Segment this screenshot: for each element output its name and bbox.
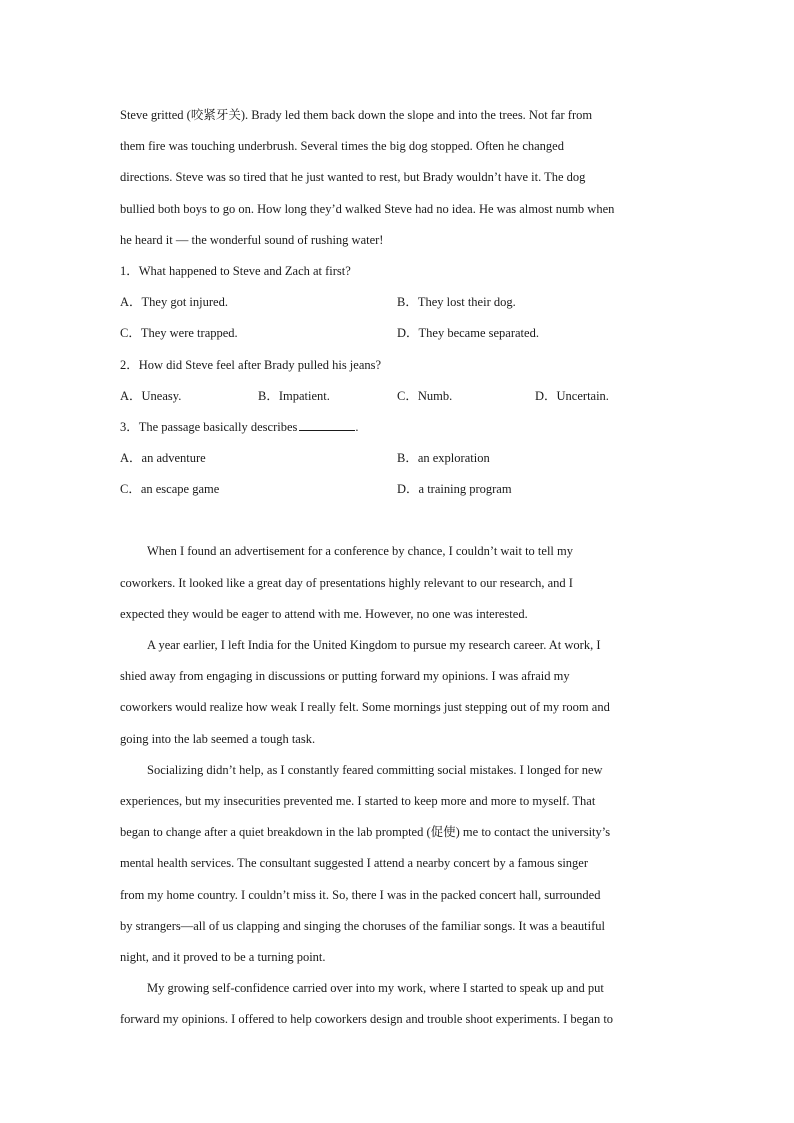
question-stem: 1．What happened to Steve and Zach at first?	[120, 263, 351, 278]
question-3	[120, 412, 676, 506]
option-d: D．Uncertain.	[535, 388, 609, 403]
passage-line: forward my opinions. I offered to help coworkers design and trouble shoot experiments. I began to	[120, 1012, 614, 1027]
question-stem: 3．The passage basically describes	[120, 419, 298, 434]
answer-blank	[299, 418, 355, 431]
passage-line: mental health services. The consultant suggested I attend a nearby concert by a famous singer	[120, 856, 589, 871]
option-row	[120, 474, 676, 505]
passage-line: he heard it — the wonderful sound of rushing water!	[120, 232, 384, 247]
question-stem: 2．How did Steve feel after Brady pulled his jeans?	[120, 357, 382, 372]
option-c: C．They were trapped.	[120, 326, 238, 341]
option-d: D．They became separated.	[397, 326, 539, 341]
option-row	[120, 443, 676, 474]
question-stem-line	[120, 412, 676, 443]
passage-line: them fire was touching underbrush. Several times the big dog stopped. Often he changed	[120, 139, 564, 154]
question-stem-end: .	[355, 419, 359, 434]
passage-line: When I found an advertisement for a conference by chance, I couldn’t wait to tell my	[147, 544, 573, 559]
passage-line: coworkers. It looked like a great day of presentations highly relevant to our research, and I	[120, 575, 573, 590]
option-row	[120, 381, 676, 412]
passage-line: by strangers—all of us clapping and singing the choruses of the familiar songs. It was a beautiful	[120, 918, 605, 933]
option-c: C．Numb.	[397, 388, 453, 403]
option-c: C．an escape game	[120, 482, 220, 497]
option-row	[120, 318, 676, 349]
option-b: B．Impatient.	[258, 388, 330, 403]
option-d: D．a training program	[397, 482, 512, 497]
section-gap	[120, 505, 676, 536]
passage-line: night, and it proved to be a turning point.	[120, 949, 326, 964]
passage-line: began to change after a quiet breakdown in the lab prompted (促使) me to contact the university’s	[120, 825, 611, 840]
passage-line: coworkers would realize how weak I really felt. Some mornings just stepping out of my room and	[120, 700, 610, 715]
passage-1	[120, 100, 676, 256]
question-2	[120, 350, 676, 412]
passage-line: going into the lab seemed a tough task.	[120, 731, 316, 746]
passage-2	[120, 536, 676, 1035]
option-row	[120, 287, 676, 318]
passage-line: Socializing didn’t help, as I constantly feared committing social mistakes. I longed for new	[147, 762, 603, 777]
option-b: B．They lost their dog.	[397, 295, 516, 310]
passage-line: experiences, but my insecurities prevented me. I started to keep more and more to myself. That	[120, 793, 596, 808]
passage-line: My growing self-confidence carried over into my work, where I started to speak up and put	[147, 981, 604, 996]
question-1	[120, 256, 676, 350]
option-a: A．an adventure	[120, 451, 206, 466]
option-b: B．an exploration	[397, 451, 490, 466]
passage-line: bullied both boys to go on. How long they’d walked Steve had no idea. He was almost numb when	[120, 201, 615, 216]
option-a: A．They got injured.	[120, 295, 228, 310]
passage-line: directions. Steve was so tired that he just wanted to rest, but Brady wouldn’t have it. The dog	[120, 170, 586, 185]
document-page	[120, 100, 676, 1035]
passage-line: expected they would be eager to attend with me. However, no one was interested.	[120, 606, 528, 621]
option-a: A．Uneasy.	[120, 388, 182, 403]
passage-line: A year earlier, I left India for the United Kingdom to pursue my research career. At work, I	[147, 638, 601, 652]
passage-line: Steve gritted (咬紧牙关). Brady led them back down the slope and into the trees. Not far from	[120, 108, 593, 122]
passage-line: shied away from engaging in discussions or putting forward my opinions. I was afraid my	[120, 669, 570, 684]
passage-line: from my home country. I couldn’t miss it. So, there I was in the packed concert hall, surrounded	[120, 887, 601, 902]
